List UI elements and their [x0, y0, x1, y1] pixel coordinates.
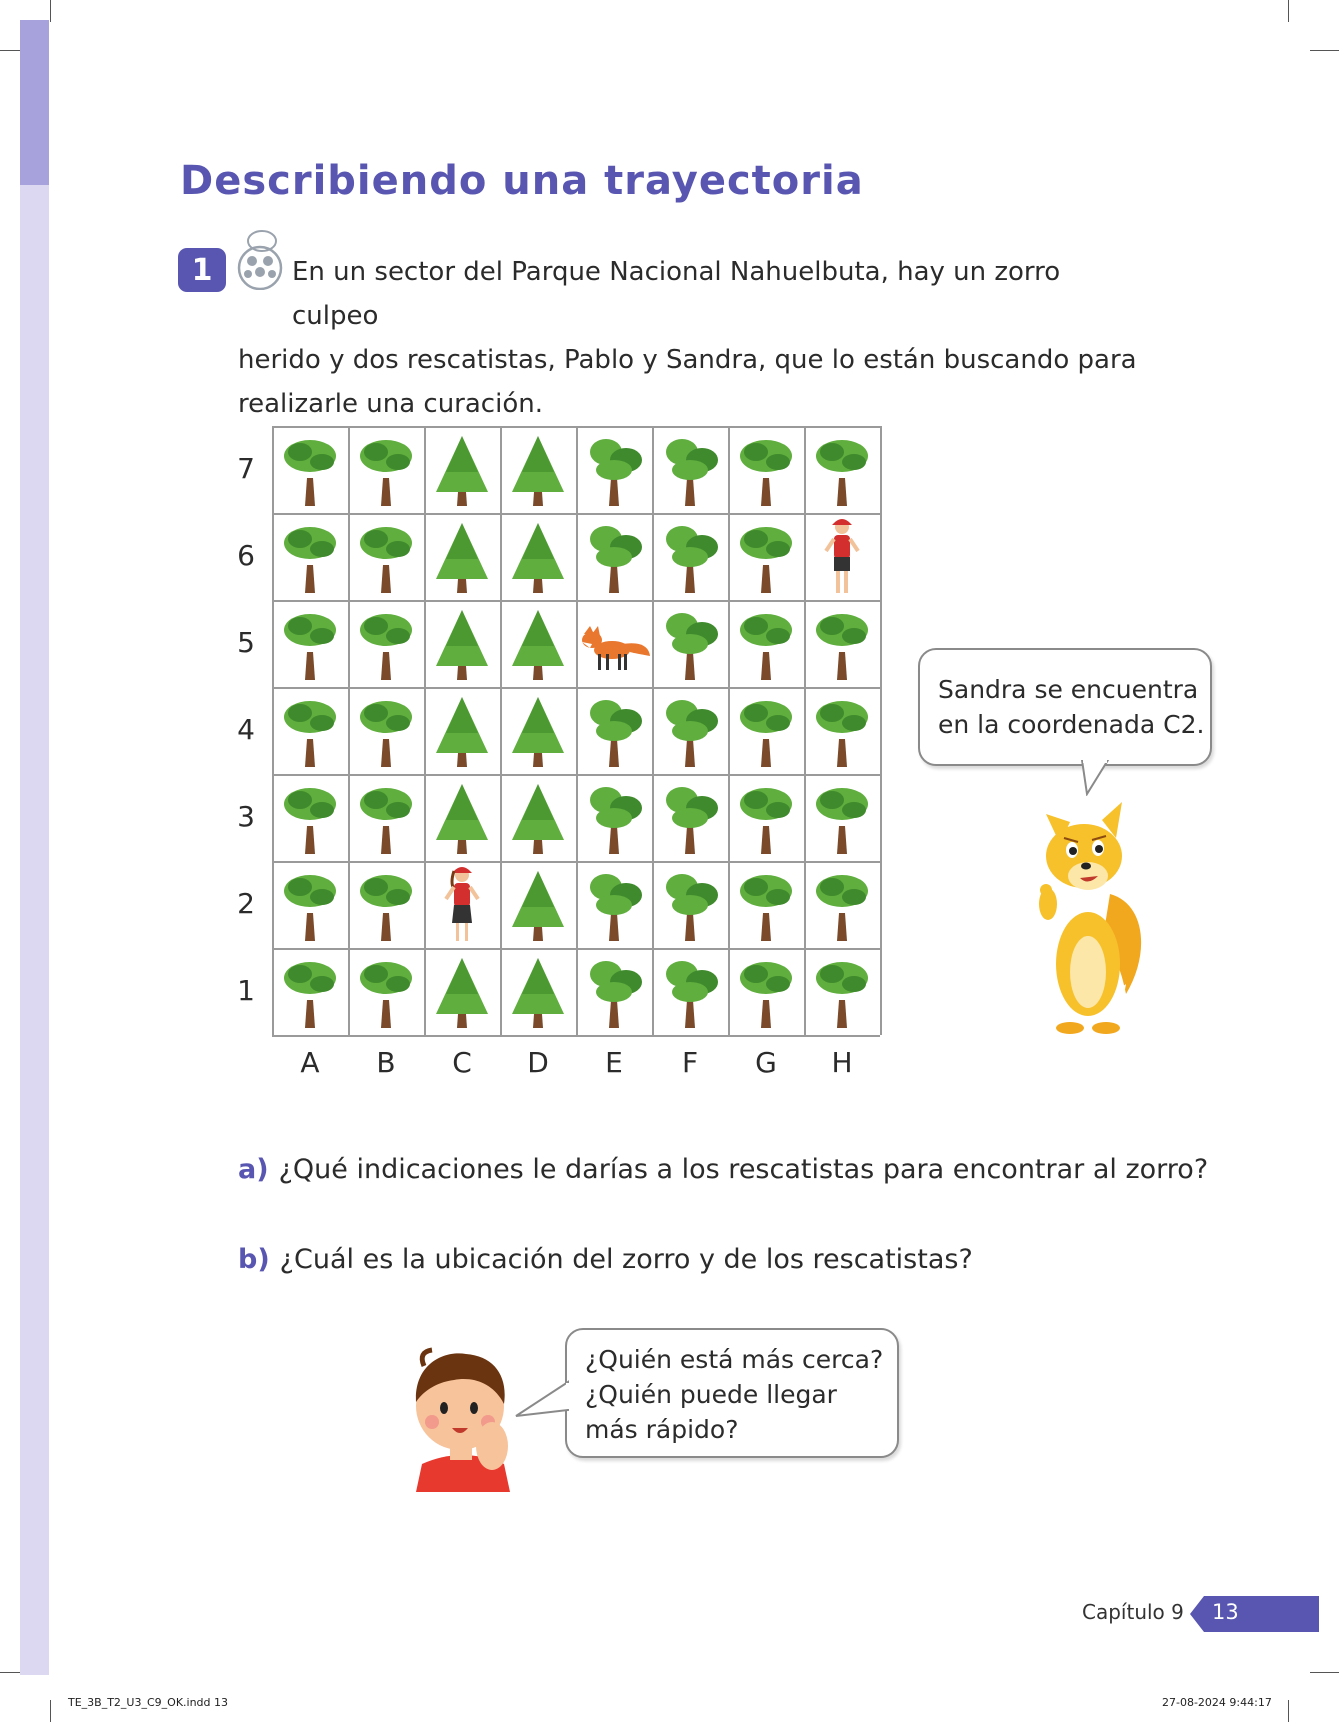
grid-cell — [804, 600, 880, 687]
tree-icon — [348, 687, 424, 774]
tree-icon — [348, 861, 424, 948]
tree-icon — [652, 948, 728, 1035]
grid-cell — [576, 861, 652, 948]
grid-line — [804, 426, 806, 1035]
instruction-line-1: En un sector del Parque Nacional Nahuelbuta, hay un zorro culpeo — [292, 257, 1061, 331]
grid-cell — [272, 513, 348, 600]
question-a-label: a) — [238, 1154, 269, 1185]
tree-icon — [728, 948, 804, 1035]
grid-cell — [652, 861, 728, 948]
grid-cell — [652, 774, 728, 861]
grid-cell — [500, 600, 576, 687]
boy-bubble-line-3: más rápido? — [585, 1415, 739, 1444]
grid-cell — [652, 600, 728, 687]
tree-icon — [728, 774, 804, 861]
column-label: D — [527, 1046, 549, 1079]
tree-icon — [500, 513, 576, 600]
grid-cell — [424, 861, 500, 948]
fox-speech-bubble — [918, 648, 1212, 766]
tree-icon — [500, 948, 576, 1035]
grid-cell — [272, 426, 348, 513]
tree-icon — [728, 687, 804, 774]
grid-cell — [576, 426, 652, 513]
tree-icon — [728, 600, 804, 687]
grid-cell — [348, 861, 424, 948]
tree-icon — [576, 948, 652, 1035]
question-b-text: ¿Cuál es la ubicación del zorro y de los rescatistas? — [279, 1244, 973, 1275]
coordinate-grid — [272, 426, 880, 1035]
tree-icon — [804, 426, 880, 513]
tree-icon — [424, 687, 500, 774]
tree-icon — [424, 513, 500, 600]
tree-icon — [576, 687, 652, 774]
crop-mark — [1288, 1700, 1289, 1722]
crop-mark — [50, 1700, 51, 1722]
grid-line — [348, 426, 350, 1035]
fox-bubble-tail — [1078, 760, 1118, 796]
grid-cell — [652, 687, 728, 774]
column-label: G — [755, 1046, 777, 1079]
tree-icon — [348, 513, 424, 600]
grid-cell — [804, 426, 880, 513]
tree-icon — [576, 774, 652, 861]
tree-icon — [804, 861, 880, 948]
grid-cell — [424, 948, 500, 1035]
crop-mark — [1310, 1672, 1339, 1673]
grid-cell — [272, 687, 348, 774]
grid-cell — [804, 513, 880, 600]
left-color-band-accent — [20, 20, 49, 185]
grid-line — [272, 1035, 880, 1037]
grid-cell — [424, 426, 500, 513]
crop-mark — [50, 0, 51, 22]
grid-cell — [728, 513, 804, 600]
tree-icon — [500, 600, 576, 687]
tree-icon — [804, 774, 880, 861]
tree-icon — [272, 774, 348, 861]
tree-icon — [500, 426, 576, 513]
activity-number-badge: 1 — [178, 248, 226, 292]
grid-cell — [728, 600, 804, 687]
grid-cell — [424, 687, 500, 774]
tree-icon — [728, 426, 804, 513]
row-label: 2 — [237, 887, 255, 920]
tree-icon — [576, 513, 652, 600]
tree-icon — [652, 687, 728, 774]
print-timestamp: 27-08-2024 9:44:17 — [1162, 1696, 1272, 1709]
grid-cell — [424, 600, 500, 687]
tree-icon — [500, 861, 576, 948]
instruction-line-2: herido y dos rescatistas, Pablo y Sandra, que lo están buscando para — [238, 345, 1137, 375]
tree-icon — [804, 687, 880, 774]
grid-cell — [728, 948, 804, 1035]
rescuer-boy-icon — [804, 513, 880, 600]
grid-cell — [728, 774, 804, 861]
page-number: 13 — [1212, 1600, 1239, 1624]
grid-line — [500, 426, 502, 1035]
row-label: 5 — [237, 626, 255, 659]
grid-cell — [272, 948, 348, 1035]
grid-cell — [804, 948, 880, 1035]
grid-cell — [652, 513, 728, 600]
tree-icon — [728, 861, 804, 948]
tree-icon — [424, 426, 500, 513]
grid-cell — [728, 687, 804, 774]
crop-mark — [1310, 50, 1339, 51]
tree-icon — [652, 426, 728, 513]
question-b-label: b) — [238, 1244, 270, 1275]
tree-icon — [500, 687, 576, 774]
rescuer-girl-icon — [424, 861, 500, 948]
page-number-tab — [1190, 1596, 1319, 1632]
grid-cell — [576, 948, 652, 1035]
boy-bubble-tail — [514, 1376, 570, 1422]
grid-cell — [500, 687, 576, 774]
boy-bubble-line-2: ¿Quién puede llegar — [585, 1380, 837, 1409]
tree-icon — [652, 513, 728, 600]
instruction-line-3: realizarle una curación. — [238, 389, 543, 419]
grid-line — [272, 426, 274, 1035]
fox-icon — [576, 600, 652, 687]
tree-icon — [424, 948, 500, 1035]
activity-instructions — [238, 250, 1138, 426]
row-label: 7 — [237, 452, 255, 485]
grid-cell — [500, 774, 576, 861]
tree-icon — [424, 600, 500, 687]
tree-icon — [804, 600, 880, 687]
grid-cell — [804, 774, 880, 861]
thinking-boy-icon — [404, 1346, 522, 1492]
grid-cell — [728, 861, 804, 948]
grid-line — [880, 426, 882, 1035]
grid-cell — [804, 687, 880, 774]
tree-icon — [652, 774, 728, 861]
grid-cell — [804, 861, 880, 948]
grid-line — [424, 426, 426, 1035]
grid-cell — [348, 948, 424, 1035]
grid-line — [728, 426, 730, 1035]
tree-icon — [728, 513, 804, 600]
grid-cell — [348, 774, 424, 861]
grid-cell — [576, 774, 652, 861]
tree-icon — [576, 861, 652, 948]
grid-cell — [348, 600, 424, 687]
tree-icon — [272, 600, 348, 687]
grid-cell — [272, 774, 348, 861]
question-a — [238, 1154, 1208, 1185]
row-label: 4 — [237, 713, 255, 746]
chapter-label: Capítulo 9 — [1082, 1600, 1184, 1624]
crop-mark — [0, 1672, 22, 1673]
row-label: 1 — [237, 974, 255, 1007]
tree-icon — [272, 861, 348, 948]
row-label: 3 — [237, 800, 255, 833]
tree-icon — [424, 774, 500, 861]
fox-bubble-line-1: Sandra se encuentra — [938, 675, 1199, 704]
tree-icon — [272, 426, 348, 513]
tree-icon — [804, 948, 880, 1035]
boy-speech-bubble — [565, 1328, 899, 1458]
crop-mark — [0, 50, 22, 51]
grid-cell — [272, 861, 348, 948]
grid-line — [576, 426, 578, 1035]
question-a-text: ¿Qué indicaciones le darías a los rescatistas para encontrar al zorro? — [278, 1154, 1209, 1185]
tree-icon — [272, 513, 348, 600]
column-label: H — [831, 1046, 853, 1079]
grid-cell — [728, 426, 804, 513]
grid-cell — [576, 513, 652, 600]
grid-cell — [652, 426, 728, 513]
boy-bubble-line-1: ¿Quién está más cerca? — [585, 1345, 884, 1374]
grid-cell — [576, 687, 652, 774]
left-color-band — [20, 20, 49, 1675]
column-label: B — [376, 1046, 396, 1079]
grid-cell — [500, 861, 576, 948]
fox-character-icon — [1026, 794, 1150, 1038]
grid-cell — [500, 513, 576, 600]
grid-cell — [576, 600, 652, 687]
tree-icon — [652, 600, 728, 687]
grid-cell — [348, 513, 424, 600]
grid-cell — [652, 948, 728, 1035]
fox-bubble-line-2: en la coordenada C2. — [938, 710, 1205, 739]
tree-icon — [500, 774, 576, 861]
column-label: C — [452, 1046, 472, 1079]
grid-cell — [272, 600, 348, 687]
column-label: F — [681, 1046, 699, 1079]
page-title: Describiendo una trayectoria — [180, 158, 864, 204]
grid-cell — [500, 426, 576, 513]
grid-cell — [348, 687, 424, 774]
grid-cell — [424, 774, 500, 861]
tree-icon — [272, 948, 348, 1035]
column-label: E — [605, 1046, 623, 1079]
tree-icon — [348, 426, 424, 513]
print-file-name: TE_3B_T2_U3_C9_OK.indd 13 — [68, 1696, 229, 1709]
crop-mark — [1288, 0, 1289, 22]
grid-cell — [500, 948, 576, 1035]
tree-icon — [272, 687, 348, 774]
column-label: A — [300, 1046, 320, 1079]
grid-line — [652, 426, 654, 1035]
tree-icon — [652, 861, 728, 948]
grid-cell — [424, 513, 500, 600]
tree-icon — [348, 600, 424, 687]
row-label: 6 — [237, 539, 255, 572]
question-b — [238, 1244, 973, 1275]
tree-icon — [576, 426, 652, 513]
tree-icon — [348, 774, 424, 861]
tree-icon — [348, 948, 424, 1035]
grid-cell — [348, 426, 424, 513]
